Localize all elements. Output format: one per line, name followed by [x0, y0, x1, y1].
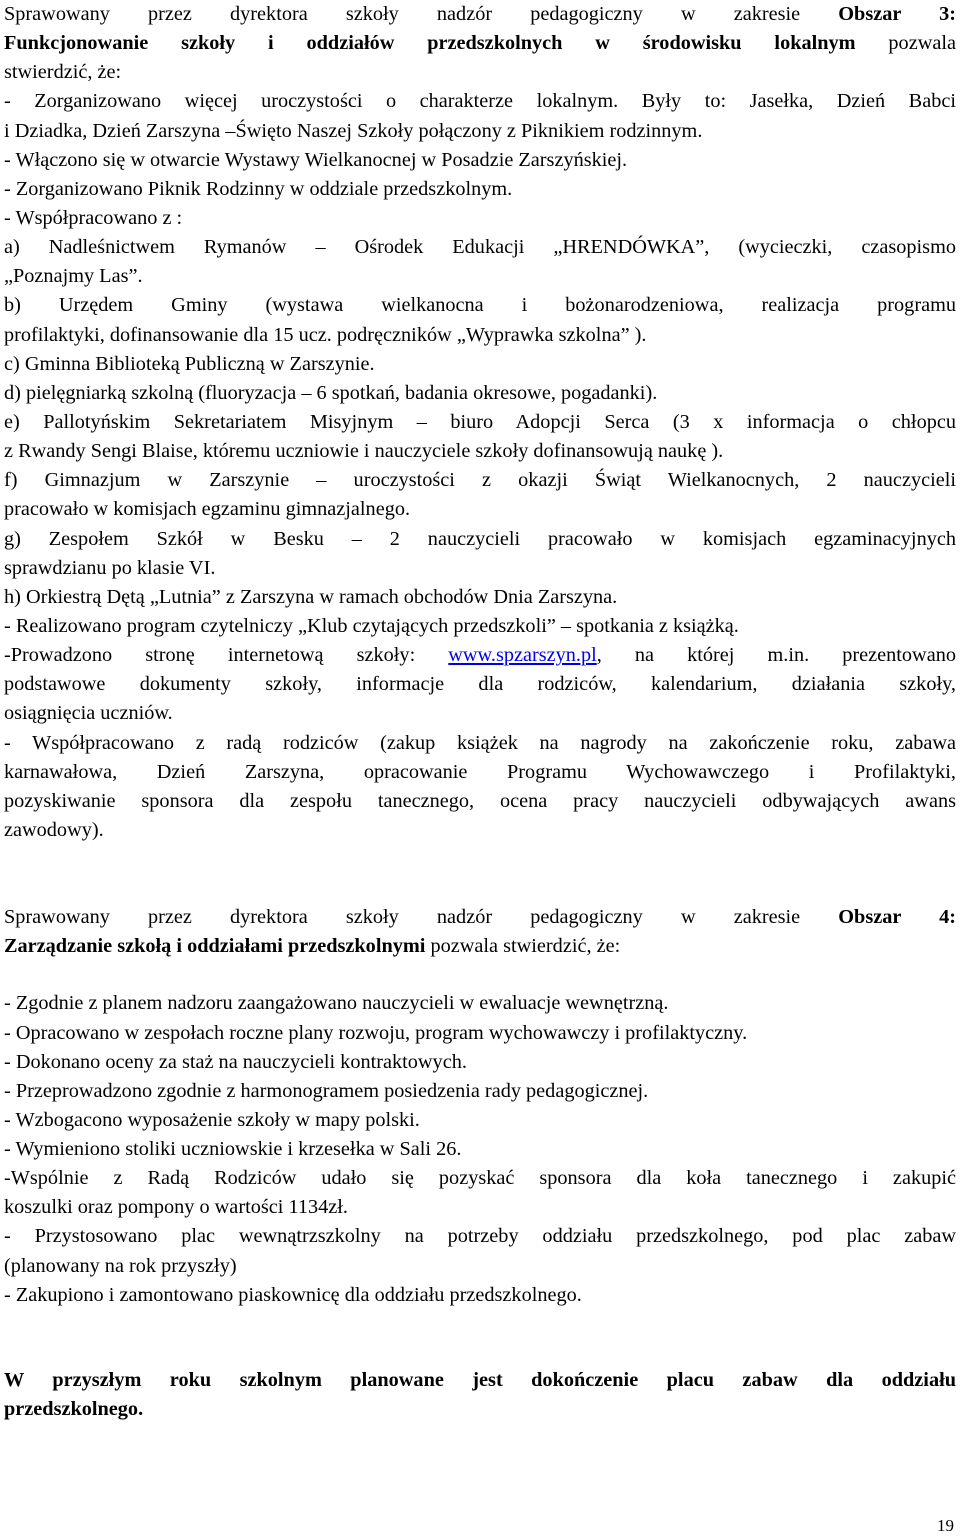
school-website-link[interactable]: www.spzarszyn.pl	[448, 644, 597, 667]
website-prefix: -Prowadzono stronę internetową szkoły:	[4, 644, 449, 667]
paragraph-line: - Dokonano oceny za staż na nauczycieli kontraktowych.	[4, 1050, 467, 1073]
paragraph-line: „Poznajmy Las”.	[4, 265, 143, 288]
section4-intro-line2	[4, 932, 956, 961]
website-line	[4, 641, 956, 670]
conclusion-text: przedszkolnego.	[4, 1398, 144, 1421]
section-obszar-3	[4, 0, 956, 845]
paragraph-line: h) Orkiestrą Dętą „Lutnia” z Zarszyna w ramach obchodów Dnia Zarszyna.	[4, 585, 618, 608]
paragraph-line: profilaktyki, dofinansowanie dla 15 ucz. podręczników „Wyprawka szkolna” ).	[4, 323, 647, 346]
paragraph-line: karnawałowa, Dzień Zarszyna, opracowanie Programu Wychowawczego i Profilaktyki,	[4, 760, 956, 783]
section-spacer	[4, 845, 956, 903]
paragraph-line: - Współpracowano z :	[4, 206, 183, 229]
paragraph-line: podstawowe dokumenty szkoły, informacje dla rodziców, kalendarium, działania szkoły,	[4, 673, 956, 696]
page-number: 19	[937, 1516, 954, 1535]
paragraph-line: osiągnięcia uczniów.	[4, 702, 173, 725]
paragraph-line: -Wspólnie z Radą Rodziców udało się pozyskać sponsora dla koła tanecznego i zakupić	[4, 1167, 956, 1190]
paragraph-line: - Zakupiono i zamontowano piaskownicę dla oddziału przedszkolnego.	[4, 1283, 582, 1306]
document-page	[4, 0, 956, 1424]
intro-text: pozwala stwierdzić, że:	[425, 935, 621, 958]
conclusion-text: W przyszłym roku szkolnym planowane jest dokończenie placu zabaw dla oddziału	[4, 1368, 956, 1391]
paragraph-line: - Wymieniono stoliki uczniowskie i krzesełka w Sali 26.	[4, 1138, 462, 1161]
paragraph-line: - Wzbogacono wyposażenie szkoły w mapy polski.	[4, 1108, 420, 1131]
paragraph-line: b) Urzędem Gminy (wystawa wielkanocna i bożonarodzeniowa, realizacja programu	[4, 294, 956, 317]
paragraph-line: pozyskiwanie sponsora dla zespołu tanecznego, ocena pracy nauczycieli odbywających awans	[4, 789, 956, 812]
conclusion-line2	[4, 1395, 956, 1424]
paragraph-line: - Przystosowano plac wewnątrzszkolny na potrzeby oddziału przedszkolnego, pod plac zabaw	[4, 1225, 956, 1248]
paragraph-line: koszulki oraz pompony o wartości 1134zł.	[4, 1196, 348, 1219]
conclusion-line1	[4, 1366, 956, 1395]
paragraph-line: - Zgodnie z planem nadzoru zaangażowano nauczycieli w ewaluacje wewnętrzną.	[4, 992, 669, 1015]
area-label: Obszar 4:	[838, 906, 956, 929]
paragraph-line: sprawdzianu po klasie VI.	[4, 556, 216, 579]
paragraph-line: - Włączono się w otwarcie Wystawy Wielkanocnej w Posadzie Zarszyńskiej.	[4, 148, 628, 171]
paragraph-line: e) Pallotyńskim Sekretariatem Misyjnym – biuro Adopcji Serca (3 x informacja o chłopcu	[4, 410, 956, 433]
area-title: Zarządzanie szkołą i oddziałami przedszkolnymi	[4, 935, 426, 958]
paragraph-line: zawodowy).	[4, 818, 104, 841]
paragraph-line: f) Gimnazjum w Zarszynie – uroczystości z okazji Świąt Wielkanocnych, 2 nauczycieli	[4, 469, 956, 492]
paragraph-line: d) pielęgniarką szkolną (fluoryzacja – 6 spotkań, badania okresowe, pogadanki).	[4, 381, 658, 404]
paragraph-line: - Realizowano program czytelniczy „Klub czytających przedszkoli” – spotkania z książką.	[4, 614, 739, 637]
paragraph-line: - Przeprowadzono zgodnie z harmonogramem posiedzenia rady pedagogicznej.	[4, 1079, 649, 1102]
conclusion	[4, 1366, 956, 1424]
paragraph-line: (planowany na rok przyszły)	[4, 1254, 237, 1277]
section3-intro-line1	[4, 0, 956, 29]
website-suffix: , na której m.in. prezentowano	[596, 644, 956, 667]
section-spacer	[4, 1338, 956, 1366]
area-label: Obszar 3:	[838, 3, 956, 25]
paragraph-line: pracowało w komisjach egzaminu gimnazjalnego.	[4, 498, 411, 521]
section-spacer	[4, 961, 956, 989]
paragraph-line: z Rwandy Sengi Blaise, któremu uczniowie i nauczyciele szkoły dofinansowują naukę ).	[4, 440, 724, 463]
section4-intro-line1	[4, 903, 956, 932]
paragraph-line: i Dziadka, Dzień Zarszyna –Święto Naszej Szkoły połączony z Piknikiem rodzinnym.	[4, 119, 703, 142]
paragraph-line: - Zorganizowano Piknik Rodzinny w oddziale przedszkolnym.	[4, 177, 513, 200]
intro-text: Sprawowany przez dyrektora szkoły nadzór pedagogiczny w zakresie	[4, 906, 801, 929]
section3-intro-line3: stwierdzić, że:	[4, 61, 122, 84]
section3-intro-line2	[4, 29, 956, 58]
paragraph-line: g) Zespołem Szkół w Besku – 2 nauczycieli pracowało w komisjach egzaminacyjnych	[4, 527, 956, 550]
paragraph-line: a) Nadleśnictwem Rymanów – Ośrodek Edukacji „HRENDÓWKA”, (wycieczki, czasopismo	[4, 236, 956, 259]
section-obszar-4	[4, 903, 956, 1310]
area-title: Funkcjonowanie szkoły i oddziałów przedszkolnych w środowisku lokalnym	[4, 32, 856, 55]
intro-text: pozwala	[855, 32, 956, 55]
paragraph-line: - Współpracowano z radą rodziców (zakup książek na nagrody na zakończenie roku, zabawa	[4, 731, 956, 754]
intro-text: Sprawowany przez dyrektora szkoły nadzór pedagogiczny w zakresie	[4, 3, 801, 25]
paragraph-line: - Zorganizowano więcej uroczystości o charakterze lokalnym. Były to: Jasełka, Dzień Babci	[4, 90, 956, 113]
paragraph-line: c) Gminna Biblioteką Publiczną w Zarszynie.	[4, 352, 375, 375]
section-spacer	[4, 1310, 956, 1338]
paragraph-line: - Opracowano w zespołach roczne plany rozwoju, program wychowawczy i profilaktyczny.	[4, 1021, 748, 1044]
